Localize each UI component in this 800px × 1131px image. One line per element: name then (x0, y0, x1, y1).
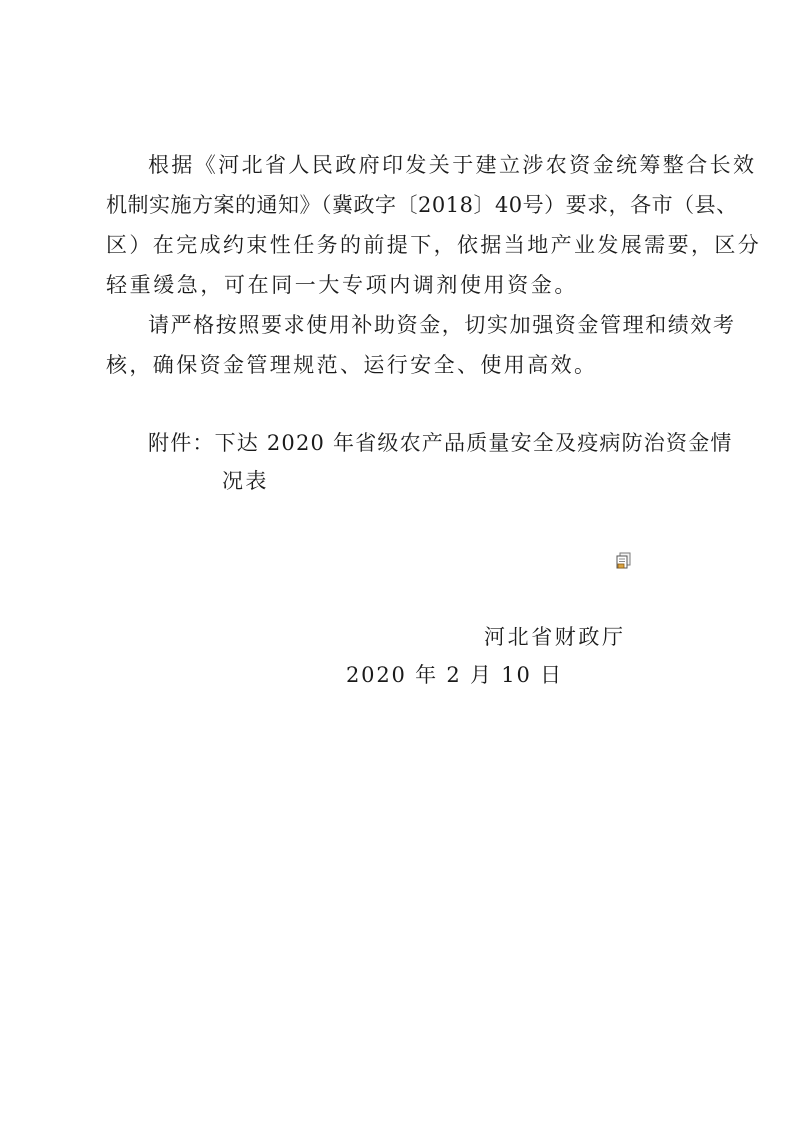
document-attachment-icon[interactable] (615, 552, 633, 570)
issue-date: 2020 年 2 月 10 日 (346, 663, 563, 687)
paragraph-1-line-3: 区）在完成约束性任务的前提下，依据当地产业发展需要，区分 (106, 233, 762, 257)
attachment-line-1: 附件：下达 2020 年省级农产品质量安全及疫病防治资金情 (148, 431, 733, 455)
paragraph-2-line-2: 核，确保资金管理规范、运行安全、使用高效。 (106, 353, 598, 377)
paragraph-1-line-4: 轻重缓急，可在同一大专项内调剂使用资金。 (106, 273, 578, 297)
paragraph-2-line-1: 请严格按照要求使用补助资金，切实加强资金管理和绩效考 (148, 313, 736, 337)
issuer-name: 河北省财政厅 (484, 625, 626, 649)
paragraph-1-line-1: 根据《河北省人民政府印发关于建立涉农资金统筹整合长效 (148, 153, 757, 177)
attachment-line-2: 况表 (222, 469, 269, 493)
paragraph-1-line-2: 机制实施方案的通知》（冀政字〔2018〕40号）要求，各市（县、 (106, 193, 738, 217)
